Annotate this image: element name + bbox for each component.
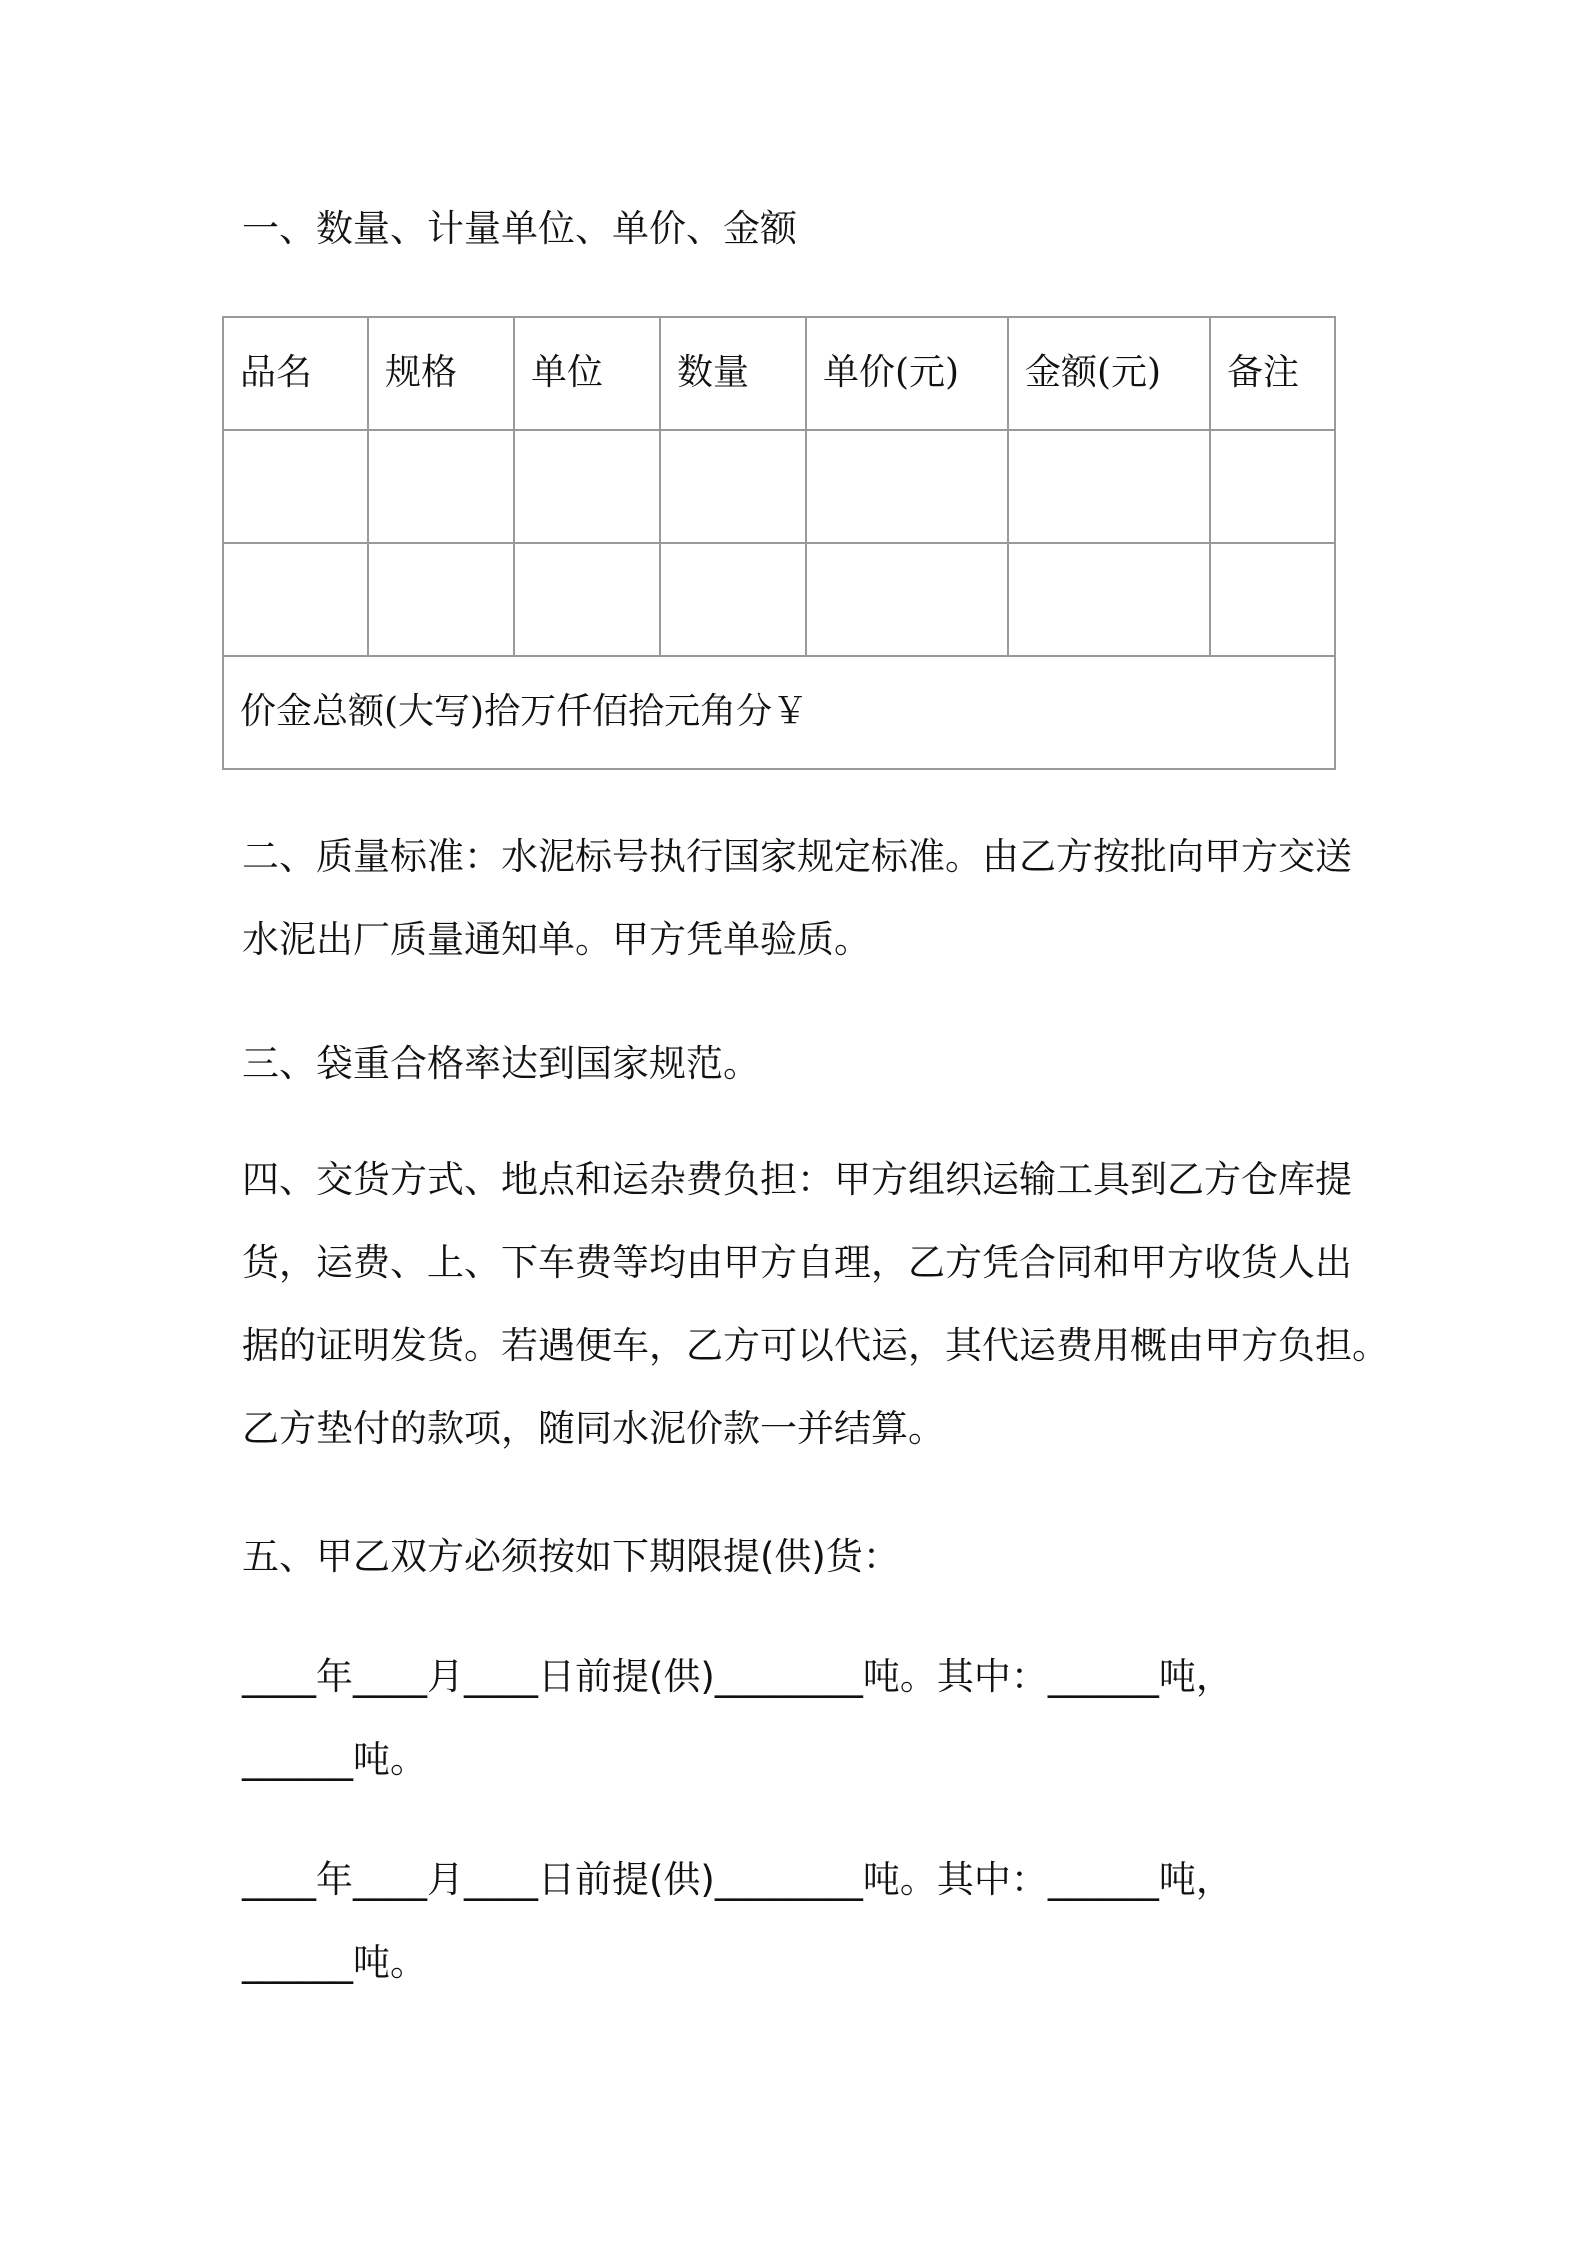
section-5-title-text: 五、甲乙双方必须按如下期限提(供)货：	[242, 1535, 900, 1578]
table-cell	[1210, 543, 1335, 656]
section-4-line: 四、交货方式、地点和运杂费负担：甲方组织运输工具到乙方仓库提	[242, 1158, 1352, 1201]
section-2-line: 水泥出厂质量通知单。甲方凭单验质。	[242, 918, 871, 961]
header-cell-unit-price: 单价(元)	[806, 317, 1008, 430]
table-cell	[660, 543, 806, 656]
price-table	[222, 316, 1336, 770]
table-row	[223, 430, 1335, 543]
section-4-line: 乙方垫付的款项，随同水泥价款一并结算。	[242, 1407, 945, 1450]
section-3-text: 三、袋重合格率达到国家规范。	[242, 1042, 760, 1085]
header-cell-amount: 金额(元)	[1008, 317, 1210, 430]
table-cell	[368, 430, 514, 543]
delivery-entry-line: ____年____月____日前提(供)________吨。其中：______吨，	[242, 1655, 1233, 1698]
table-cell	[223, 430, 368, 543]
section-4-line: 据的证明发货。若遇便车，乙方可以代运，其代运费用概由甲方负担。	[242, 1324, 1389, 1367]
table-cell	[514, 430, 660, 543]
section-5-title	[242, 1515, 1362, 1598]
delivery-entry-line: ______吨。	[242, 1941, 427, 1984]
total-amount-cell: 价金总额(大写)拾万仟佰拾元角分￥	[223, 656, 1335, 769]
delivery-entry-line: ______吨。	[242, 1738, 427, 1781]
delivery-entry-line: ____年____月____日前提(供)________吨。其中：______吨，	[242, 1858, 1233, 1901]
header-cell-remarks: 备注	[1210, 317, 1335, 430]
header-cell-name: 品名	[223, 317, 368, 430]
table-cell	[806, 543, 1008, 656]
delivery-entry	[242, 1838, 1362, 2004]
delivery-entry	[242, 1635, 1362, 1801]
section-2	[242, 815, 1362, 981]
header-cell-quantity: 数量	[660, 317, 806, 430]
table-cell	[368, 543, 514, 656]
section-4	[242, 1138, 1389, 1470]
header-cell-unit: 单位	[514, 317, 660, 430]
table-cell	[223, 543, 368, 656]
section-2-line: 二、质量标准：水泥标号执行国家规定标准。由乙方按批向甲方交送	[242, 835, 1352, 878]
header-cell-spec: 规格	[368, 317, 514, 430]
table-cell	[1210, 430, 1335, 543]
table-cell	[514, 543, 660, 656]
table-total-row	[223, 656, 1335, 769]
section-3	[242, 1022, 1362, 1105]
table-row	[223, 543, 1335, 656]
table-cell	[1008, 430, 1210, 543]
table-cell	[1008, 543, 1210, 656]
section-1-title: 一、数量、计量单位、单价、金额	[242, 207, 797, 250]
table-header-row	[223, 317, 1335, 430]
section-4-line: 货，运费、上、下车费等均由甲方自理，乙方凭合同和甲方收货人出	[242, 1241, 1352, 1284]
table-cell	[660, 430, 806, 543]
table-cell	[806, 430, 1008, 543]
